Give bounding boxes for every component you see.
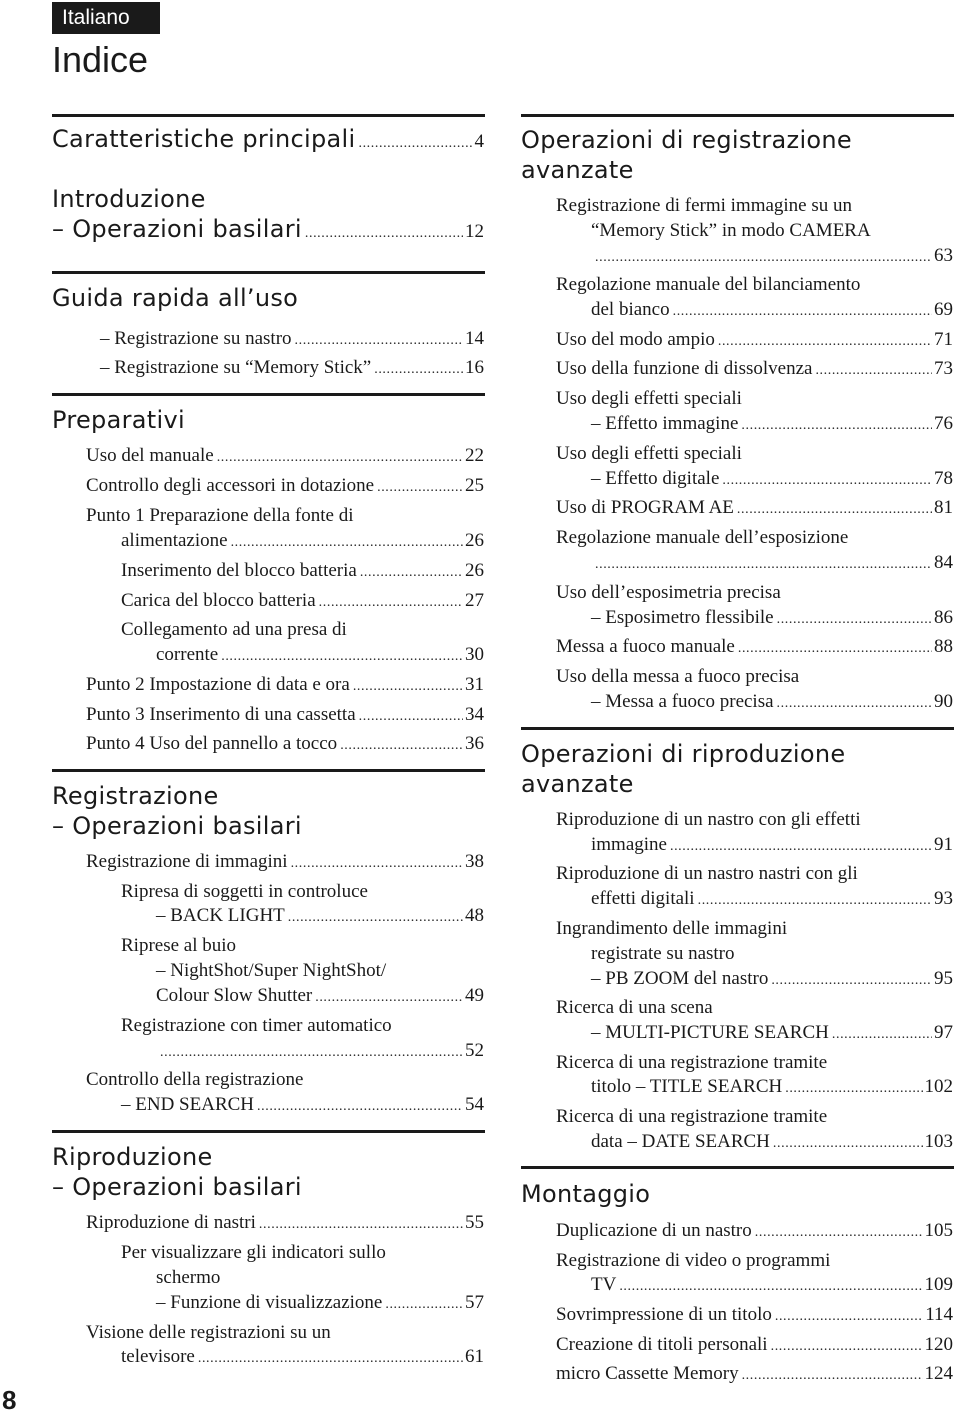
section-rule bbox=[521, 727, 954, 730]
toc-label: Controllo degli accessori in dotazione bbox=[86, 475, 375, 496]
toc-entry[interactable] bbox=[591, 689, 953, 716]
page-ref: 84 bbox=[934, 552, 953, 573]
toc-label: – PB ZOOM del nastro bbox=[591, 968, 769, 989]
toc-label: Duplicazione di un nastro bbox=[556, 1220, 752, 1241]
toc-heading-op-registrazione-sub[interactable]: avanzate bbox=[521, 156, 634, 184]
toc-label[interactable]: Uso dell’esposimetria precisa bbox=[556, 582, 781, 603]
toc-entry[interactable] bbox=[591, 297, 953, 324]
dot-leader bbox=[742, 1363, 923, 1388]
toc-label[interactable]: Riproduzione di un nastro con gli effetti bbox=[556, 809, 861, 830]
page-ref: 12 bbox=[465, 221, 484, 242]
toc-label: – BACK LIGHT bbox=[156, 905, 285, 926]
page-ref: 54 bbox=[465, 1094, 484, 1115]
page-ref: 78 bbox=[934, 468, 953, 489]
dot-leader bbox=[785, 1076, 922, 1101]
dot-leader bbox=[295, 328, 463, 353]
dot-leader bbox=[359, 704, 463, 729]
toc-heading-registrazione[interactable]: Registrazione bbox=[52, 782, 219, 810]
page-ref: 48 bbox=[465, 905, 484, 926]
toc-heading-guida[interactable]: Guida rapida all’uso bbox=[52, 284, 299, 312]
toc-heading-montaggio[interactable]: Montaggio bbox=[521, 1180, 651, 1208]
dot-leader bbox=[738, 636, 932, 661]
toc-entry[interactable] bbox=[156, 903, 484, 930]
dot-leader bbox=[358, 131, 472, 156]
toc-label: effetti digitali bbox=[591, 888, 695, 909]
page-ref: 124 bbox=[924, 1363, 953, 1384]
toc-entry[interactable] bbox=[121, 1092, 484, 1119]
toc-entry[interactable] bbox=[121, 588, 484, 615]
toc-label: – Funzione di visualizzazione bbox=[156, 1292, 383, 1313]
toc-entry[interactable] bbox=[556, 1332, 953, 1359]
toc-label[interactable]: Regolazione manuale dell’esposizione bbox=[556, 527, 849, 548]
page-ref: 38 bbox=[465, 851, 484, 872]
page-ref: 81 bbox=[934, 497, 953, 518]
page-ref: 26 bbox=[465, 560, 484, 581]
dot-leader bbox=[619, 1274, 922, 1299]
toc-label: Creazione di titoli personali bbox=[556, 1334, 768, 1355]
page-ref: 73 bbox=[934, 358, 953, 379]
toc-entry[interactable] bbox=[86, 702, 484, 729]
toc-entry[interactable] bbox=[591, 466, 953, 493]
dot-leader bbox=[198, 1346, 463, 1371]
dot-leader bbox=[374, 357, 463, 382]
page-ref: 71 bbox=[934, 329, 953, 350]
toc-heading-registrazione-sub[interactable]: – Operazioni basilari bbox=[52, 812, 302, 840]
toc-entry[interactable] bbox=[591, 1020, 953, 1047]
toc-label[interactable]: Collegamento ad una presa di bbox=[121, 619, 347, 640]
toc-entry-introduzione[interactable] bbox=[52, 214, 484, 246]
toc-entry[interactable] bbox=[556, 327, 953, 354]
dot-leader bbox=[775, 1304, 923, 1329]
page-number: 8 bbox=[2, 1385, 17, 1415]
toc-entry[interactable] bbox=[556, 1218, 953, 1245]
toc-label[interactable]: Ingrandimento delle immagini bbox=[556, 918, 788, 939]
dot-leader bbox=[217, 445, 463, 470]
toc-entry[interactable] bbox=[156, 642, 484, 669]
toc-heading: – Operazioni basilari bbox=[52, 215, 302, 243]
page-ref: 25 bbox=[465, 475, 484, 496]
toc-entry[interactable] bbox=[121, 1344, 484, 1371]
dot-leader bbox=[777, 607, 932, 632]
toc-label: Carica del blocco batteria bbox=[121, 590, 316, 611]
toc-label[interactable]: Ripresa di soggetti in controluce bbox=[121, 881, 368, 902]
dot-leader bbox=[231, 530, 463, 555]
toc-label: micro Cassette Memory bbox=[556, 1363, 739, 1384]
toc-label: – Effetto immagine bbox=[591, 413, 739, 434]
dot-leader bbox=[319, 590, 463, 615]
dot-leader bbox=[291, 851, 463, 876]
toc-label: Riproduzione di nastri bbox=[86, 1212, 256, 1233]
toc-label: Uso della funzione di dissolvenza bbox=[556, 358, 813, 379]
toc-label: – END SEARCH bbox=[121, 1094, 255, 1115]
toc-label[interactable]: Per visualizzare gli indicatori sullo bbox=[121, 1242, 386, 1263]
toc-label[interactable]: Ricerca di una scena bbox=[556, 997, 713, 1018]
section-rule bbox=[52, 769, 485, 772]
toc-entry[interactable] bbox=[591, 1129, 953, 1156]
toc-label: Messa a fuoco manuale bbox=[556, 636, 735, 657]
toc-entry[interactable] bbox=[86, 443, 484, 470]
toc-label: televisore bbox=[121, 1346, 195, 1367]
toc-label: – Effetto digitale bbox=[591, 468, 720, 489]
toc-entry[interactable] bbox=[591, 832, 953, 859]
page-ref: 61 bbox=[465, 1346, 484, 1367]
toc-label[interactable]: Registrazione di video o programmi bbox=[556, 1250, 831, 1271]
toc-label: Inserimento del blocco batteria bbox=[121, 560, 357, 581]
toc-label[interactable]: Visione delle registrazioni su un bbox=[86, 1322, 331, 1343]
toc-label: – Esposimetro flessibile bbox=[591, 607, 774, 628]
dot-leader bbox=[777, 691, 932, 716]
toc-entry[interactable] bbox=[86, 849, 484, 876]
section-rule bbox=[521, 114, 954, 117]
toc-label: Punto 4 Uso del pannello a tocco bbox=[86, 733, 338, 754]
toc-heading-op-riproduzione-sub[interactable]: avanzate bbox=[521, 770, 634, 798]
page-ref: 63 bbox=[934, 245, 953, 266]
toc-label[interactable]: Riprese al buio bbox=[121, 935, 237, 956]
dot-leader bbox=[340, 733, 463, 758]
toc-heading-riproduzione[interactable]: Riproduzione bbox=[52, 1143, 213, 1171]
page-ref: 16 bbox=[465, 357, 484, 378]
page-ref: 91 bbox=[934, 834, 953, 855]
toc-entry[interactable] bbox=[100, 355, 484, 382]
page-ref: 4 bbox=[474, 131, 484, 152]
toc-entry[interactable] bbox=[156, 1290, 484, 1317]
toc-label[interactable]: Ricerca di una registrazione tramite bbox=[556, 1052, 828, 1073]
dot-leader bbox=[160, 1040, 463, 1065]
dot-leader bbox=[257, 1094, 463, 1119]
toc-heading-op-registrazione[interactable]: Operazioni di registrazione bbox=[521, 126, 852, 154]
page-ref: 90 bbox=[934, 691, 953, 712]
toc-entry[interactable] bbox=[556, 495, 953, 522]
toc-entry[interactable] bbox=[556, 1302, 953, 1329]
dot-leader bbox=[718, 329, 932, 354]
dot-leader bbox=[741, 413, 932, 438]
toc-entry[interactable] bbox=[591, 966, 953, 993]
toc-heading: Caratteristiche principali bbox=[52, 125, 356, 153]
toc-label: alimentazione bbox=[121, 530, 228, 551]
page-ref: 57 bbox=[465, 1292, 484, 1313]
toc-label[interactable]: Uso degli effetti speciali bbox=[556, 443, 742, 464]
toc-entry[interactable] bbox=[86, 672, 484, 699]
dot-leader bbox=[259, 1212, 463, 1237]
page-ref: 14 bbox=[465, 328, 484, 349]
dot-leader bbox=[315, 985, 463, 1010]
toc-entry[interactable] bbox=[160, 1038, 484, 1065]
dot-leader bbox=[670, 834, 932, 859]
toc-label: Registrazione di immagini bbox=[86, 851, 288, 872]
toc-label: Sovrimpressione di un titolo bbox=[556, 1304, 772, 1325]
toc-label: Punto 2 Impostazione di data e ora bbox=[86, 674, 350, 695]
page-ref: 49 bbox=[465, 985, 484, 1006]
dot-leader bbox=[353, 674, 463, 699]
toc-label: corrente bbox=[156, 644, 219, 665]
dot-leader bbox=[360, 560, 463, 585]
toc-label: Uso del manuale bbox=[86, 445, 214, 466]
toc-entry-caratteristiche[interactable] bbox=[52, 124, 484, 156]
dot-leader bbox=[832, 1022, 932, 1047]
toc-entry[interactable] bbox=[86, 473, 484, 500]
page-ref: 30 bbox=[465, 644, 484, 665]
page-ref: 52 bbox=[465, 1040, 484, 1061]
toc-label: Uso di PROGRAM AE bbox=[556, 497, 734, 518]
toc-entry[interactable] bbox=[121, 528, 484, 555]
toc-entry[interactable] bbox=[591, 411, 953, 438]
toc-heading-op-riproduzione[interactable]: Operazioni di riproduzione bbox=[521, 740, 846, 768]
section-rule bbox=[521, 1166, 954, 1169]
page-ref: 36 bbox=[465, 733, 484, 754]
toc-label: – MULTI-PICTURE SEARCH bbox=[591, 1022, 829, 1043]
page-ref: 27 bbox=[465, 590, 484, 611]
toc-label[interactable]: Punto 1 Preparazione della fonte di bbox=[86, 505, 354, 526]
page-title: Indice bbox=[52, 39, 149, 80]
toc-entry[interactable] bbox=[100, 326, 484, 353]
toc-entry[interactable] bbox=[595, 550, 953, 577]
dot-leader bbox=[377, 475, 463, 500]
page-ref: 120 bbox=[924, 1334, 953, 1355]
toc-label[interactable]: Riproduzione di un nastro nastri con gli bbox=[556, 863, 858, 884]
toc-heading-introduzione[interactable]: Introduzione bbox=[52, 185, 206, 213]
toc-label: Colour Slow Shutter bbox=[156, 985, 313, 1006]
toc-entry[interactable] bbox=[556, 634, 953, 661]
toc-label[interactable]: Controllo della registrazione bbox=[86, 1069, 304, 1090]
toc-label[interactable]: Registrazione con timer automatico bbox=[121, 1015, 392, 1036]
toc-label: immagine bbox=[591, 834, 667, 855]
page-ref: 105 bbox=[924, 1220, 953, 1241]
toc-label[interactable]: “Memory Stick” in modo CAMERA bbox=[591, 220, 871, 241]
page-ref: 34 bbox=[465, 704, 484, 725]
section-rule bbox=[52, 393, 485, 396]
page-ref: 114 bbox=[925, 1304, 953, 1325]
page-ref: 95 bbox=[934, 968, 953, 989]
dot-leader bbox=[773, 1131, 923, 1156]
page-ref: 86 bbox=[934, 607, 953, 628]
toc-label: Punto 3 Inserimento di una cassetta bbox=[86, 704, 356, 725]
toc-label[interactable]: Regolazione manuale del bilanciamento bbox=[556, 274, 861, 295]
toc-entry[interactable] bbox=[595, 243, 953, 270]
page-ref: 88 bbox=[934, 636, 953, 657]
toc-label: Uso del modo ampio bbox=[556, 329, 715, 350]
dot-leader bbox=[815, 358, 932, 383]
page-ref: 22 bbox=[465, 445, 484, 466]
dot-leader bbox=[722, 468, 932, 493]
page-ref: 97 bbox=[934, 1022, 953, 1043]
toc-entry[interactable] bbox=[591, 605, 953, 632]
page-ref: 109 bbox=[924, 1274, 953, 1295]
page-ref: 55 bbox=[465, 1212, 484, 1233]
page-ref: 76 bbox=[934, 413, 953, 434]
page-ref: 93 bbox=[934, 888, 953, 909]
toc-entry[interactable] bbox=[156, 983, 484, 1010]
dot-leader bbox=[673, 299, 932, 324]
toc-label[interactable]: schermo bbox=[156, 1267, 221, 1288]
toc-heading-riproduzione-sub[interactable]: – Operazioni basilari bbox=[52, 1173, 302, 1201]
toc-label: – Messa a fuoco precisa bbox=[591, 691, 774, 712]
toc-label: titolo – TITLE SEARCH bbox=[591, 1076, 783, 1097]
toc-entry[interactable] bbox=[556, 356, 953, 383]
toc-label: – Registrazione su “Memory Stick” bbox=[100, 357, 372, 378]
dot-leader bbox=[771, 968, 932, 993]
toc-label: – Registrazione su nastro bbox=[100, 328, 292, 349]
toc-entry[interactable] bbox=[86, 731, 484, 758]
section-rule bbox=[52, 271, 485, 274]
language-badge: Italiano bbox=[52, 2, 160, 34]
dot-leader bbox=[595, 245, 932, 270]
toc-label[interactable]: Ricerca di una registrazione tramite bbox=[556, 1106, 828, 1127]
page-ref: 31 bbox=[465, 674, 484, 695]
toc-entry[interactable] bbox=[556, 1361, 953, 1388]
dot-leader bbox=[305, 221, 463, 246]
section-rule bbox=[52, 114, 485, 117]
dot-leader bbox=[595, 552, 932, 577]
toc-label[interactable]: Uso della messa a fuoco precisa bbox=[556, 666, 800, 687]
toc-entry[interactable] bbox=[591, 1272, 953, 1299]
dot-leader bbox=[385, 1292, 463, 1317]
page-ref: 103 bbox=[924, 1131, 953, 1152]
toc-entry[interactable] bbox=[86, 1210, 484, 1237]
dot-leader bbox=[221, 644, 463, 669]
dot-leader bbox=[737, 497, 932, 522]
toc-entry[interactable] bbox=[121, 558, 484, 585]
toc-label: del bianco bbox=[591, 299, 670, 320]
page-ref: 102 bbox=[924, 1076, 953, 1097]
toc-label[interactable]: Uso degli effetti speciali bbox=[556, 388, 742, 409]
page-ref: 26 bbox=[465, 530, 484, 551]
toc-label[interactable]: Registrazione di fermi immagine su un bbox=[556, 195, 853, 216]
dot-leader bbox=[755, 1220, 923, 1245]
dot-leader bbox=[698, 888, 932, 913]
dot-leader bbox=[288, 905, 463, 930]
toc-label: data – DATE SEARCH bbox=[591, 1131, 770, 1152]
toc-entry[interactable] bbox=[591, 1074, 953, 1101]
toc-label[interactable]: registrate su nastro bbox=[591, 943, 735, 964]
toc-heading-preparativi[interactable]: Preparativi bbox=[52, 406, 185, 434]
dot-leader bbox=[771, 1334, 923, 1359]
toc-entry[interactable] bbox=[591, 886, 953, 913]
toc-label: TV bbox=[591, 1274, 617, 1295]
page-ref: 69 bbox=[934, 299, 953, 320]
section-rule bbox=[52, 1130, 485, 1133]
toc-label[interactable]: – NightShot/Super NightShot/ bbox=[156, 960, 387, 981]
